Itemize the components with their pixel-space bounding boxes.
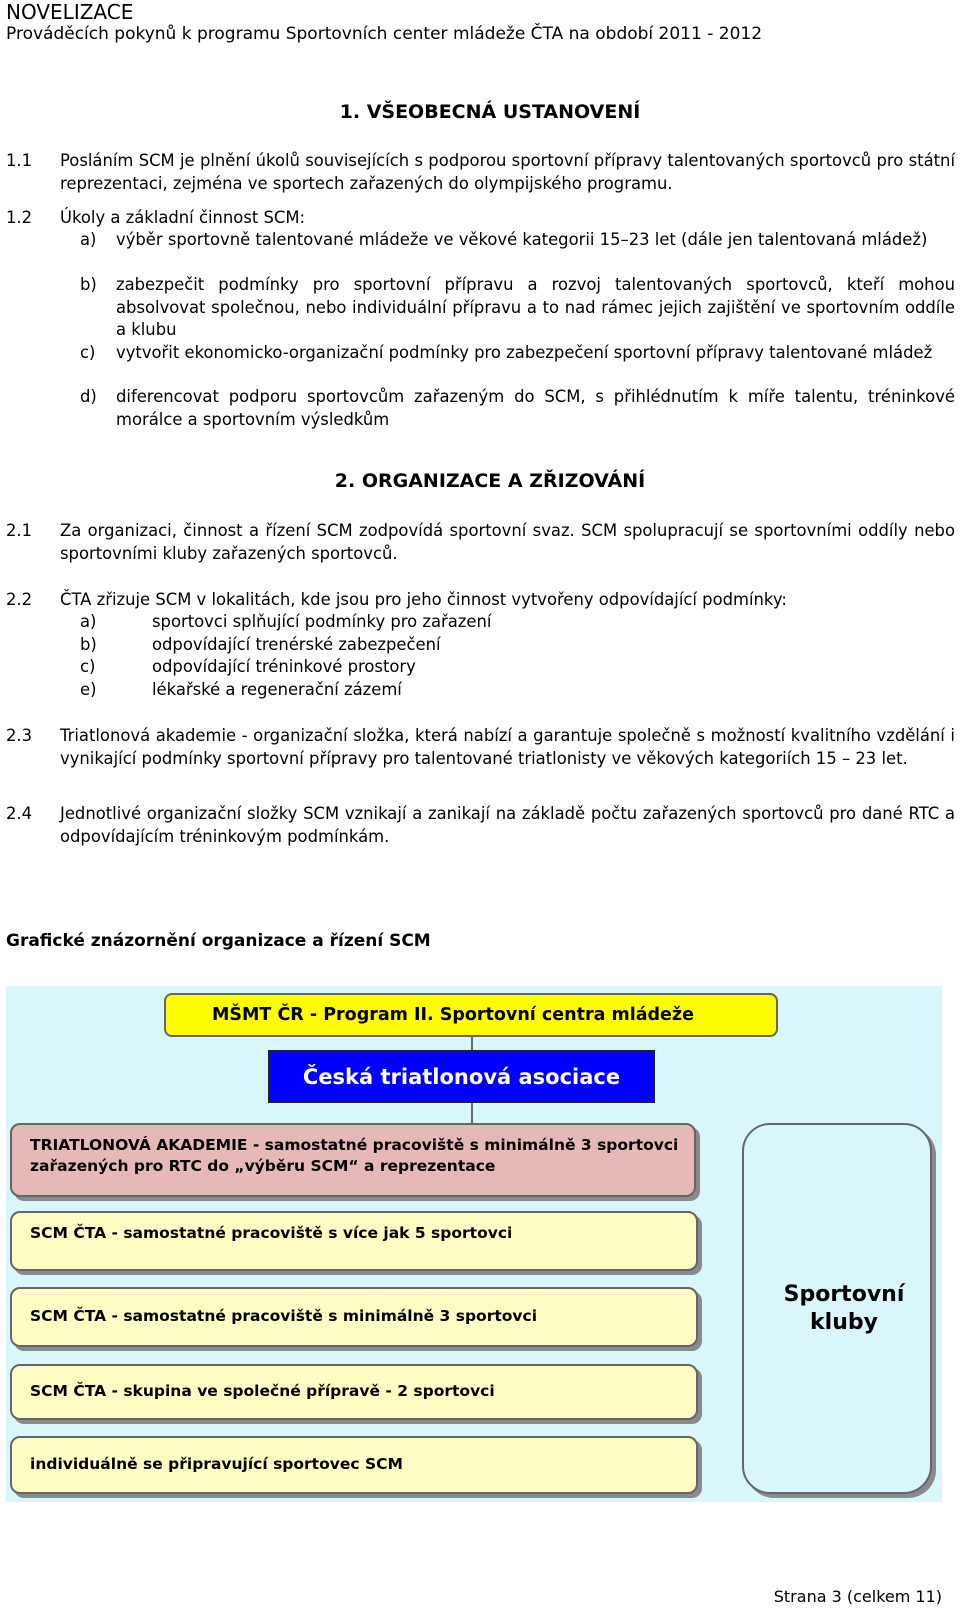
box-individual	[10, 1436, 698, 1494]
p22-item-a-marker: a)	[80, 612, 97, 631]
box-scm-2	[10, 1287, 698, 1347]
box-scm-3-label: SCM ČTA - skupina ve společné přípravě - 2 sportovci	[30, 1382, 495, 1400]
item-a-marker: a)	[80, 230, 97, 249]
p22-item-c-marker: c)	[80, 657, 96, 676]
box-akademie	[10, 1123, 696, 1197]
diagram-title: Grafické znázornění organizace a řízení SCM	[6, 931, 431, 951]
para-1-1-number: 1.1	[6, 151, 33, 170]
box-scm-1-label: SCM ČTA - samostatné pracoviště s více jak 5 sportovci	[30, 1224, 513, 1242]
p22-item-b-text: odpovídající trenérské zabezpečení	[152, 635, 441, 654]
para-2-2-text: ČTA zřizuje SCM v lokalitách, kde jsou pro jeho činnost vytvořeny odpovídající podmínky:	[60, 590, 787, 609]
p22-item-b-marker: b)	[80, 635, 97, 654]
item-c-marker: c)	[80, 343, 96, 362]
section-1-heading: 1. VŠEOBECNÁ USTANOVENÍ	[339, 101, 641, 123]
box-sportovni-kluby	[742, 1123, 932, 1494]
page-number: Strana 3 (celkem 11)	[773, 1587, 942, 1606]
section-2-heading: 2. ORGANIZACE A ZŘIZOVÁNÍ	[334, 470, 646, 492]
connector-line-2	[471, 1103, 473, 1123]
box-scm-1	[10, 1211, 698, 1271]
box-akademie-label: TRIATLONOVÁ AKADEMIE - samostatné pracoviště s minimálně 3 sportovci zařazených pro RTC do „výběru SCM“ a reprezentace	[30, 1136, 679, 1175]
box-sportovni-kluby-label: Sportovní kluby	[783, 1281, 905, 1335]
box-msmt	[164, 993, 778, 1037]
para-1-2-text: Úkoly a základní činnost SCM:	[60, 208, 306, 227]
box-cta	[268, 1050, 655, 1103]
box-cta-label: Česká triatlonová asociace	[302, 1064, 621, 1089]
item-b-marker: b)	[80, 275, 97, 294]
box-scm-2-label: SCM ČTA - samostatné pracoviště s minimálně 3 sportovci	[30, 1307, 538, 1325]
p22-item-e-text: lékařské a regenerační zázemí	[152, 680, 402, 699]
p22-item-e-marker: e)	[80, 680, 97, 699]
box-individual-label: individuálně se připravující sportovec SCM	[30, 1455, 403, 1473]
para-2-1-number: 2.1	[6, 521, 33, 540]
p22-item-c-text: odpovídající tréninkové prostory	[152, 657, 416, 676]
box-scm-3	[10, 1364, 698, 1420]
item-d-text: diferencovat podporu sportovcům zařazeným do SCM, s přihlédnutím k míře talentu, tréninkové morálce a sportovním výsledkům	[116, 387, 955, 429]
para-1-2-number: 1.2	[6, 208, 33, 227]
connector-line-1	[471, 1036, 473, 1051]
para-1-1-text: Posláním SCM je plnění úkolů souvisejících s podporou sportovní přípravy talentovaných sportovců pro státní reprezentaci, zejména ve sportech zařazených do olympijského programu.	[60, 151, 955, 193]
para-2-3-number: 2.3	[6, 726, 33, 745]
para-2-2-number: 2.2	[6, 590, 33, 609]
para-2-1-text: Za organizaci, činnost a řízení SCM zodpovídá sportovní svaz. SCM spolupracují se sportovními oddíly nebo sportovními kluby zařazených sportovců.	[60, 521, 955, 563]
para-2-4-number: 2.4	[6, 804, 33, 823]
box-msmt-label: MŠMT ČR - Program II. Sportovní centra mládeže	[212, 1005, 694, 1025]
para-2-3-text: Triatlonová akademie - organizační složka, která nabízí a garantuje společně s možností kvalitního vzdělání i vynikající podmínky sportovní přípravy pro talentované triatlonisty ve věkových kategoriích 15 – 23 let.	[60, 726, 955, 768]
item-b-text: zabezpečit podmínky pro sportovní přípravu a rozvoj talentovaných sportovců, kteří mohou absolvovat společnou, nebo individuální přípravu a to nad rámec jejich zajištění ve sportovním oddíle a klubu	[116, 275, 955, 339]
item-c-text: vytvořit ekonomicko-organizační podmínky pro zabezpečení sportovní přípravy talentované mládež	[116, 343, 933, 362]
item-a-text: výběr sportovně talentované mládeže ve věkové kategorii 15–23 let (dále jen talentovaná mládež)	[116, 230, 928, 249]
para-2-4-text: Jednotlivé organizační složky SCM vznikají a zanikají na základě počtu zařazených sportovců pro dané RTC a odpovídajícím tréninkovým podmínkám.	[60, 804, 955, 846]
document-subtitle: Prováděcích pokynů k programu Sportovních center mládeže ČTA na období 2011 - 2012	[6, 24, 763, 44]
document-title: NOVELIZACE	[6, 0, 134, 24]
item-d-marker: d)	[80, 387, 97, 406]
p22-item-a-text: sportovci splňující podmínky pro zařazení	[152, 612, 492, 631]
